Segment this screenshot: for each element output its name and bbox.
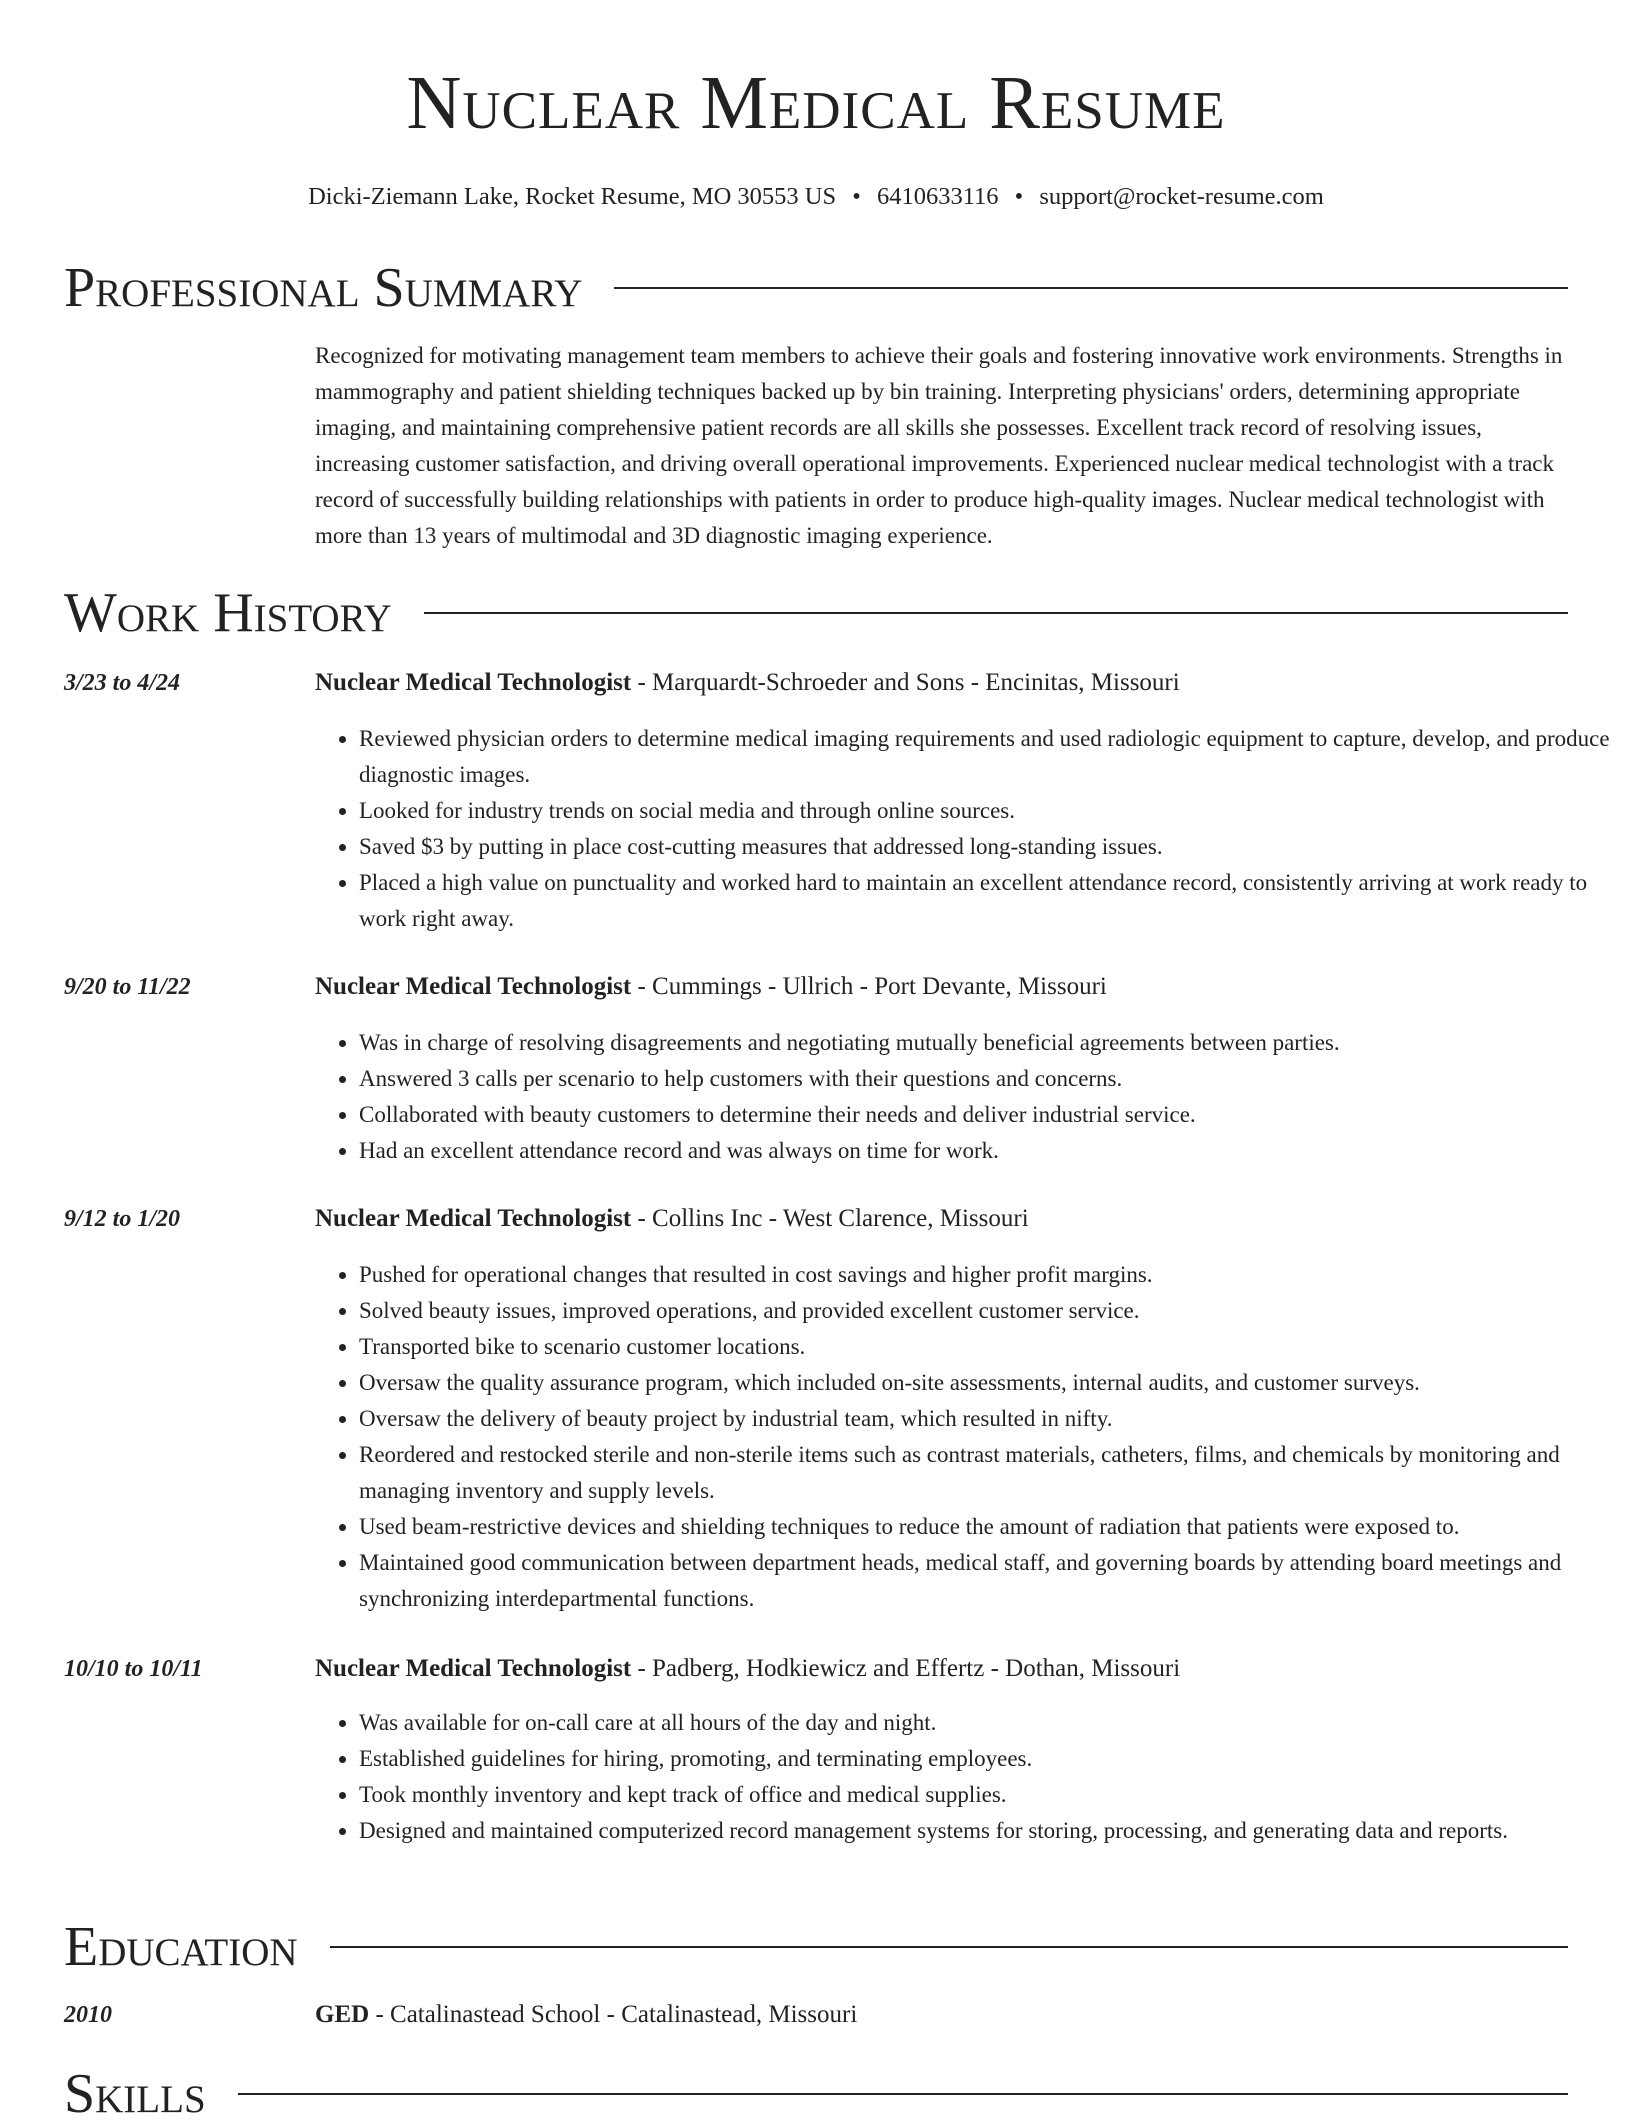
contact-separator: • xyxy=(852,183,861,210)
education-degree: GED xyxy=(315,2001,370,2028)
job-role: Nuclear Medical Technologist xyxy=(315,1655,632,1682)
job-details: - Collins Inc - West Clarence, Missouri xyxy=(631,1205,1029,1232)
list-item: • Oversaw the delivery of beauty project by industrial team, which resulted in nifty. xyxy=(359,1401,1612,1437)
list-item: • Reordered and restocked sterile and non-sterile items such as contrast materials, catheters, films, and chemicals by monitoring and managing inventory and supply levels. xyxy=(359,1437,1612,1509)
section-title-work: Work History xyxy=(64,582,392,644)
list-item: • Transported bike to scenario customer locations. xyxy=(359,1329,1612,1365)
list-item: • Used beam-restrictive devices and shielding techniques to reduce the amount of radiation that patients were exposed to. xyxy=(359,1509,1612,1545)
list-item: • Designed and maintained computerized record management systems for storing, processing, and generating data and reports. xyxy=(359,1813,1612,1849)
job-bullets xyxy=(315,1705,1612,1849)
job-dates: 9/20 to 11/22 xyxy=(64,974,191,1000)
job-role: Nuclear Medical Technologist xyxy=(315,1205,632,1232)
list-item: • Placed a high value on punctuality and worked hard to maintain an excellent attendance record, consistently arriving at work ready to work right away. xyxy=(359,865,1612,937)
list-item: • Maintained good communication between department heads, medical staff, and governing boards by attending board meetings and synchronizing interdepartmental functions. xyxy=(359,1545,1612,1617)
list-item: • Solved beauty issues, improved operations, and provided excellent customer service. xyxy=(359,1293,1612,1329)
section-title-skills: Skills xyxy=(64,2063,206,2125)
education-line xyxy=(315,1999,857,2031)
job-role: Nuclear Medical Technologist xyxy=(315,669,632,696)
section-title-summary: Professional Summary xyxy=(64,257,583,319)
contact-address: Dicki-Ziemann Lake, Rocket Resume, MO 30553 US xyxy=(308,183,837,210)
job-bullets xyxy=(315,1257,1612,1617)
list-item: • Took monthly inventory and kept track of office and medical supplies. xyxy=(359,1777,1612,1813)
page-title: Nuclear Medical Resume xyxy=(406,61,1226,145)
job-dates: 9/12 to 1/20 xyxy=(64,1206,181,1232)
section-divider xyxy=(614,287,1568,289)
list-item: • Looked for industry trends on social media and through online sources. xyxy=(359,793,1612,829)
section-divider xyxy=(330,1946,1568,1948)
list-item: • Pushed for operational changes that resulted in cost savings and higher profit margins. xyxy=(359,1257,1612,1293)
job-details: - Cummings - Ullrich - Port Devante, Missouri xyxy=(631,973,1107,1000)
job-title-line xyxy=(315,1653,1568,1685)
job-details: - Padberg, Hodkiewicz and Effertz - Dothan, Missouri xyxy=(631,1655,1181,1682)
section-divider xyxy=(238,2093,1568,2095)
section-title-education: Education xyxy=(64,1916,298,1978)
education-year: 2010 xyxy=(64,2002,112,2028)
list-item: • Established guidelines for hiring, promoting, and terminating employees. xyxy=(359,1741,1612,1777)
job-bullets xyxy=(315,721,1612,937)
education-details: - Catalinastead School - Catalinastead, Missouri xyxy=(369,2001,858,2028)
list-item: • Collaborated with beauty customers to determine their needs and deliver industrial service. xyxy=(359,1097,1612,1133)
list-item: • Oversaw the quality assurance program, which included on-site assessments, internal audits, and customer surveys. xyxy=(359,1365,1612,1401)
list-item: • Answered 3 calls per scenario to help customers with their questions and concerns. xyxy=(359,1061,1612,1097)
job-details: - Marquardt-Schroeder and Sons - Encinitas, Missouri xyxy=(631,669,1180,696)
summary-text: Recognized for motivating management team members to achieve their goals and fostering innovative work environments. Strengths in mammography and patient shielding techniques backed up by bin training. Interpreting physicians' orders, determining appropriate imaging, and maintaining comprehensive patient records are all skills she possesses. Excellent track record of resolving issues, increasing customer satisfaction, and driving overall operational improvements. Experienced nuclear medical technologist with a track record of successfully building relationships with patients in order to produce high-quality images. Nuclear medical technologist with more than 13 years of multimodal and 3D diagnostic imaging experience. xyxy=(315,343,1563,548)
section-header-work xyxy=(64,583,1568,643)
section-header-skills xyxy=(64,2064,1568,2124)
list-item: • Was available for on-call care at all hours of the day and night. xyxy=(359,1705,1612,1741)
list-item: • Had an excellent attendance record and was always on time for work. xyxy=(359,1133,1612,1169)
resume-page xyxy=(64,0,1610,2125)
list-item: • Reviewed physician orders to determine medical imaging requirements and used radiologic equipment to capture, develop, and produce diagnostic images. xyxy=(359,721,1612,793)
section-header-education xyxy=(64,1917,1568,1977)
contact-line xyxy=(64,182,1568,212)
job-bullets xyxy=(315,1025,1612,1169)
job-title-line xyxy=(315,1203,1568,1235)
list-item: • Was in charge of resolving disagreements and negotiating mutually beneficial agreements between parties. xyxy=(359,1025,1612,1061)
section-header-summary xyxy=(64,258,1568,318)
job-title-line xyxy=(315,971,1568,1003)
list-item: • Saved $3 by putting in place cost-cutting measures that addressed long-standing issues. xyxy=(359,829,1612,865)
job-role: Nuclear Medical Technologist xyxy=(315,973,632,1000)
job-title-line xyxy=(315,667,1568,699)
job-dates: 10/10 to 10/11 xyxy=(64,1656,203,1682)
job-dates: 3/23 to 4/24 xyxy=(64,670,181,696)
contact-email: support@rocket-resume.com xyxy=(1039,183,1324,210)
section-divider xyxy=(424,612,1568,614)
contact-separator: • xyxy=(1014,183,1024,210)
contact-phone: 6410633116 xyxy=(876,183,999,210)
